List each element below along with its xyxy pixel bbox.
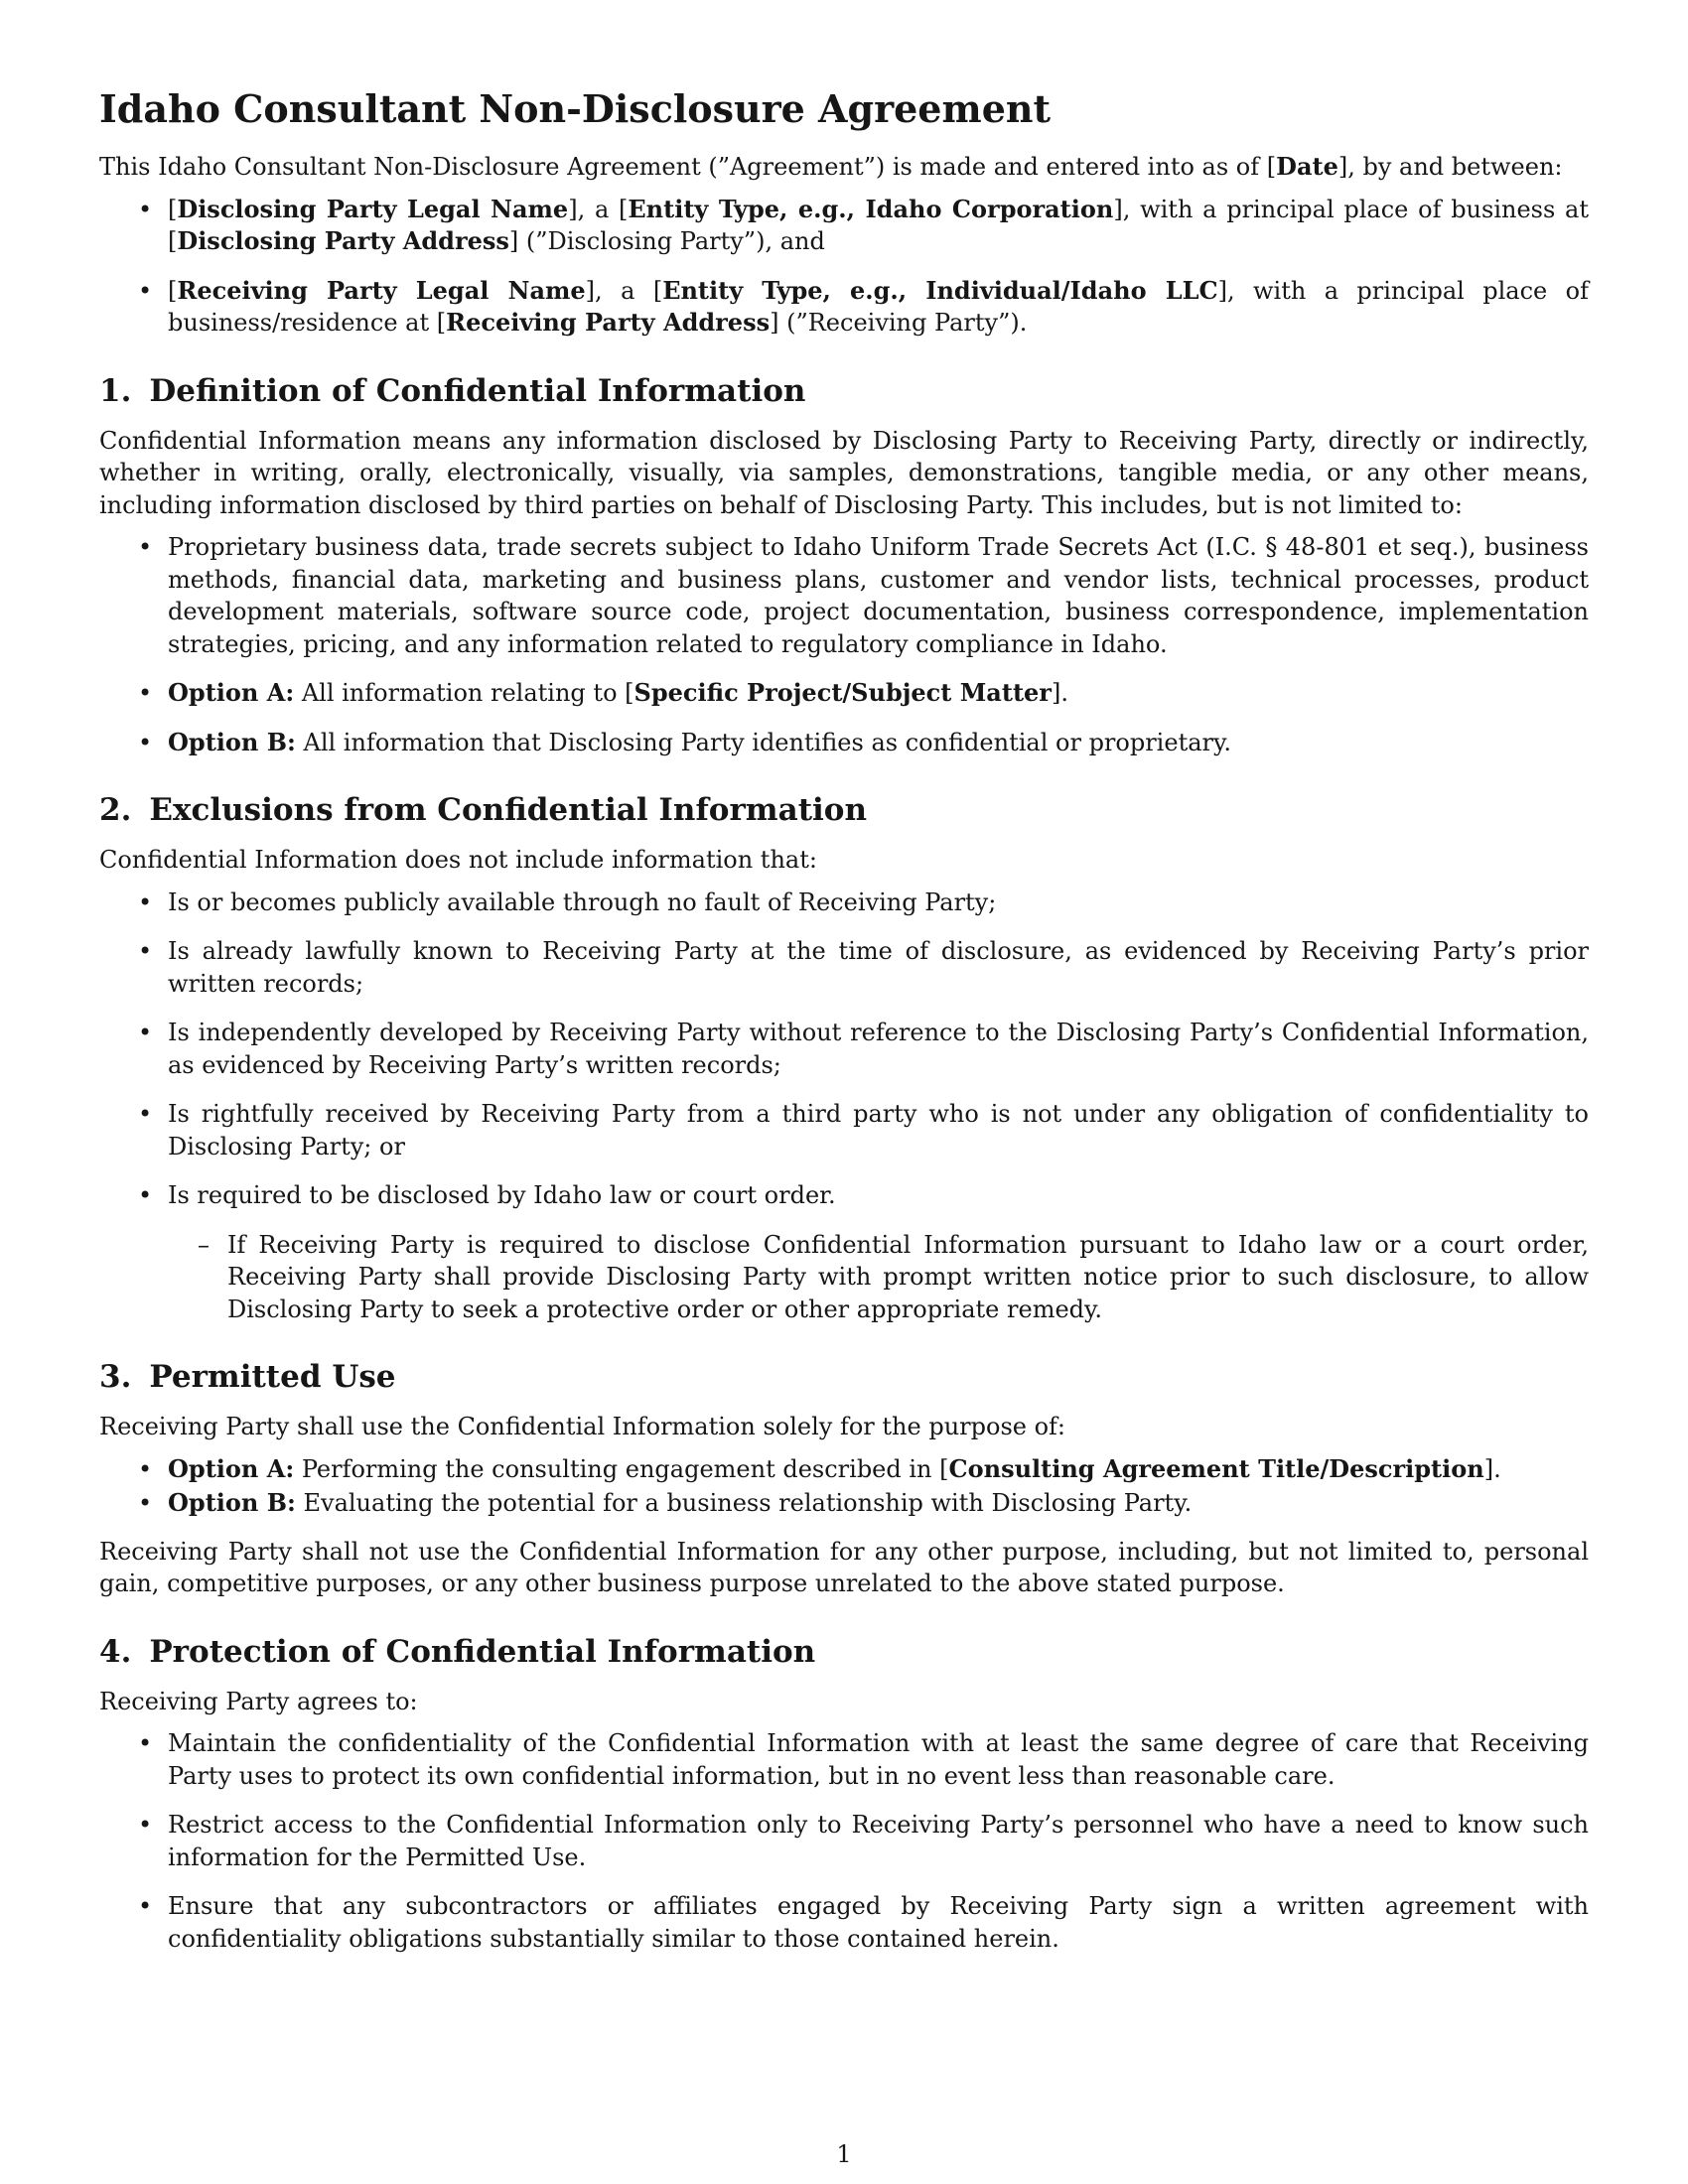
list-item: • Is independently developed by Receiving Party without reference to the Disclosing Party’s Confidential Information, as evidenced by Receiving Party’s written records;: [99, 1017, 1589, 1081]
intro-paragraph: This Idaho Consultant Non-Disclosure Agreement (”Agreement”) is made and entered into as of [Date], by and between:: [99, 152, 1563, 181]
party-text: , a: [595, 276, 653, 305]
list-item-text: Is required to be disclosed by Idaho law or court order.: [168, 1181, 836, 1209]
section-heading-3: [99, 1357, 1589, 1397]
document-page: [99, 85, 1589, 1972]
option-text: All information relating to: [294, 679, 626, 707]
section-heading-2: [99, 790, 1589, 830]
list-item-option-b: [99, 727, 1589, 759]
party-name-placeholder: Receiving Party Legal Name: [177, 275, 586, 305]
section-heading-1: [99, 371, 1589, 411]
list-item: • Is or becomes publicly available through no fault of Receiving Party;: [99, 887, 1589, 919]
list-item-option-a: • Option A: All information relating to [Specific Project/Subject Matter].: [99, 677, 1589, 710]
section-title: Definition of Confidential Information: [149, 372, 806, 409]
section-1-list: [99, 531, 1589, 758]
section-heading-4: [99, 1632, 1589, 1672]
list-item: • Maintain the confidentiality of the Confidential Information with at least the same degree of care that Receiving Party uses to protect its own confidential information, but in no event less than reasonable care.: [99, 1727, 1589, 1792]
address-placeholder: Disclosing Party Address: [177, 226, 509, 255]
list-item: [99, 1179, 1589, 1325]
section-3-paragraph-2: Receiving Party shall not use the Confidential Information for any other purpose, including, but not limited to, personal gain, competitive purposes, or any other business purpose unrelated to the above stated purpose.: [99, 1537, 1589, 1597]
entity-type-placeholder: Entity Type, e.g., Individual/Idaho LLC: [662, 275, 1218, 305]
option-label: Option A:: [168, 678, 295, 707]
party-name-placeholder: Disclosing Party Legal Name: [177, 194, 569, 223]
document-title: Idaho Consultant Non-Disclosure Agreement: [99, 86, 1052, 131]
section-1-paragraph: Confidential Information means any information disclosed by Disclosing Party to Receiving Party, directly or indirectly, whether in writing, orally, electronically, visually, via samples, demonstrations, tangible media, or any other means, including information disclosed by third parties on behalf of Disclosing Party. This includes, but is not limited to:: [99, 426, 1589, 519]
party-text: (”Receiving Party”).: [778, 309, 1028, 337]
address-placeholder: Receiving Party Address: [446, 308, 771, 337]
engagement-placeholder: Consulting Agreement Title/Description: [948, 1453, 1484, 1483]
list-item-option-b: [99, 1487, 1589, 1520]
section-number: 2.: [99, 792, 132, 828]
option-text: Evaluating the potential for a business relationship with Disclosing Party.: [295, 1489, 1193, 1517]
section-3-list: [99, 1453, 1589, 1520]
section-2-list: [99, 887, 1589, 1326]
sub-list: [168, 1229, 1589, 1326]
option-text: All information that Disclosing Party identifies as confidential or proprietary.: [295, 728, 1231, 756]
party-text: , a: [577, 195, 619, 223]
section-title: Protection of Confidential Information: [149, 1633, 816, 1670]
list-item: • Is rightfully received by Receiving Party from a third party who is not under any obligation of confidentiality to Disclosing Party; or: [99, 1098, 1589, 1162]
option-text: .: [1060, 679, 1068, 707]
section-number: 4.: [99, 1633, 132, 1670]
list-item: • Ensure that any subcontractors or affiliates engaged by Receiving Party sign a written agreement with confidentiality obligations substantially similar to those contained herein.: [99, 1890, 1589, 1955]
date-placeholder: Date: [1276, 152, 1338, 181]
party-receiving: • [Receiving Party Legal Name], a [Entity Type, e.g., Individual/Idaho LLC], with a principal place of business/residence at [Receiving Party Address] (”Receiving Party”).: [99, 275, 1589, 340]
section-3-paragraph: Receiving Party shall use the Confidential Information solely for the purpose of:: [99, 1413, 1066, 1440]
sub-list-item: – If Receiving Party is required to disclose Confidential Information pursuant to Idaho law or a court order, Receiving Party shall provide Disclosing Party with prompt written notice prior to such disclosure, to allow Disclosing Party to seek a protective order or other appropriate remedy.: [168, 1229, 1589, 1326]
party-text: , with a principal place of business at: [1122, 195, 1589, 223]
section-number: 3.: [99, 1359, 132, 1395]
option-label: Option A:: [168, 1453, 295, 1483]
list-item: • Restrict access to the Confidential Information only to Receiving Party’s personnel who have a need to know such information for the Permitted Use.: [99, 1809, 1589, 1873]
option-label: Option B:: [168, 1488, 296, 1517]
section-number: 1.: [99, 372, 132, 409]
section-title: Exclusions from Confidential Information: [149, 792, 868, 828]
party-disclosing: • [Disclosing Party Legal Name], a [Entity Type, e.g., Idaho Corporation], with a principal place of business at [Disclosing Party Address] (”Disclosing Party”), and: [99, 194, 1589, 258]
party-text: (”Disclosing Party”), and: [518, 227, 825, 255]
option-label: Option B:: [168, 727, 296, 756]
section-2-paragraph: Confidential Information does not include information that:: [99, 846, 817, 874]
list-item-option-a: • Option A: Performing the consulting engagement described in [Consulting Agreement Title/Description].: [99, 1453, 1589, 1486]
section-4-paragraph: Receiving Party agrees to:: [99, 1687, 418, 1715]
intro-text: This Idaho Consultant Non-Disclosure Agreement (”Agreement”) is made and entered into as of: [99, 153, 1267, 181]
section-title: Permitted Use: [149, 1359, 396, 1395]
intro-text-end: , by and between:: [1347, 153, 1563, 181]
list-item: • Is already lawfully known to Receiving Party at the time of disclosure, as evidenced by Receiving Party’s prior written records;: [99, 935, 1589, 1000]
page-number: 1: [836, 2140, 852, 2168]
section-4-list: [99, 1727, 1589, 1955]
subject-placeholder: Specific Project/Subject Matter: [633, 678, 1052, 707]
list-item: • Proprietary business data, trade secrets subject to Idaho Uniform Trade Secrets Act (I.C. § 48-801 et seq.), business methods, financial data, marketing and business plans, customer and vendor lists, technical processes, product development materials, software source code, project documentation, business correspondence, implementation strategies, pricing, and any information related to regulatory compliance in Idaho.: [99, 531, 1589, 660]
party-text: , with a principal place of business/residence at: [168, 276, 1589, 337]
option-text: Performing the consulting engagement described in: [294, 1454, 940, 1483]
entity-type-placeholder: Entity Type, e.g., Idaho Corporation: [628, 194, 1114, 223]
parties-list: [99, 194, 1589, 340]
option-text: .: [1493, 1454, 1501, 1483]
